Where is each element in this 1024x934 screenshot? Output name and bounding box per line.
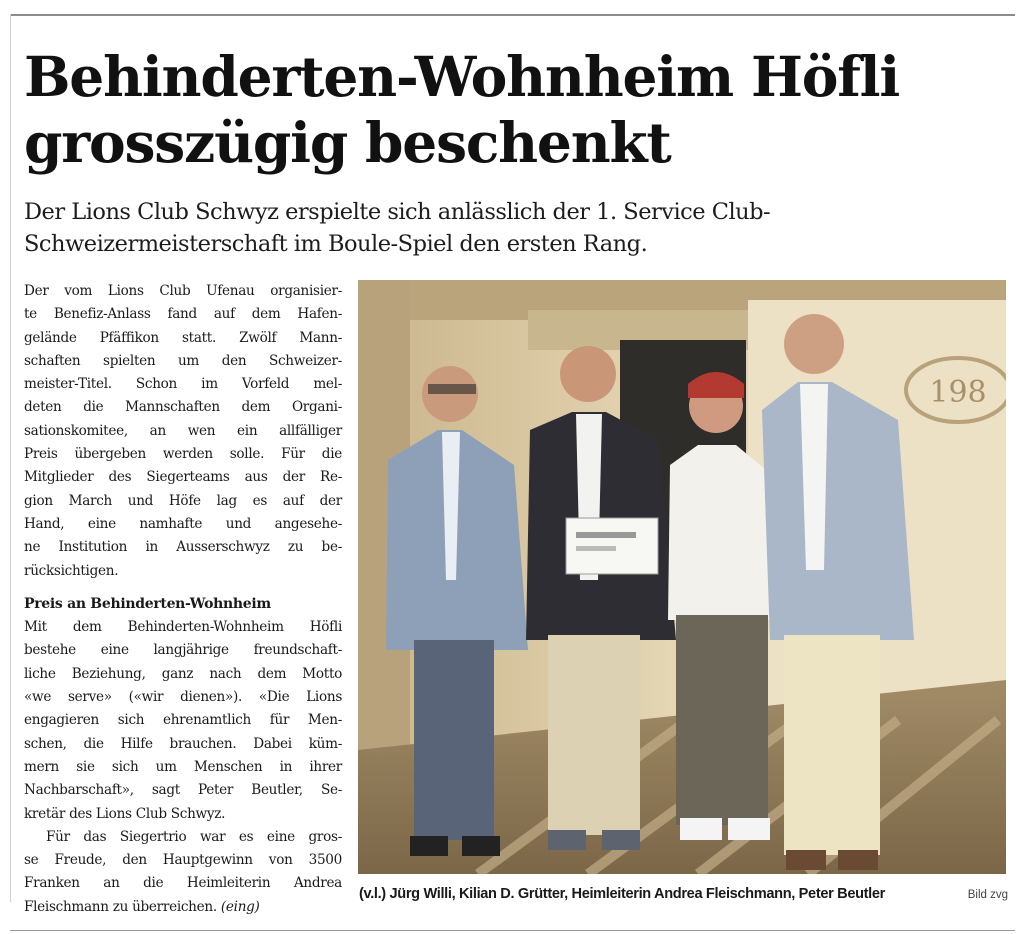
body-line: liche Beziehung, ganz nach dem Motto: [24, 665, 342, 682]
body-line: Franken an die Heimleiterin Andrea: [24, 875, 342, 892]
article-headline: [24, 44, 1014, 176]
body-line: se Freude, den Hauptgewinn von 3500: [24, 852, 342, 869]
body-line: gelände Pfäffikon statt. Zwölf Mann-: [24, 329, 342, 346]
author-tag: (eing): [220, 898, 260, 915]
body-line: ne Institution in Ausserschwyz zu be-: [24, 539, 342, 556]
bottom-rule: [10, 930, 1015, 931]
body-line: Preis übergeben werden solle. Für die: [24, 446, 342, 463]
body-line-last: [24, 896, 342, 919]
body-line: te Benefiz-Anlass fand auf dem Hafen-: [24, 306, 342, 323]
body-line: mern sie sich um Menschen in ihrer: [24, 758, 342, 775]
body-line: Nachbarschaft», sagt Peter Beutler, Se-: [24, 782, 342, 799]
body-line: kretär des Lions Club Schwyz.: [24, 805, 226, 822]
left-rule: [10, 14, 11, 902]
body-line: Der vom Lions Club Ufenau organisier-: [24, 283, 342, 299]
body-paragraph-2: [24, 616, 342, 826]
top-rule: [10, 14, 1015, 16]
body-line: gion March und Höfe lag es auf der: [24, 492, 342, 509]
body-line: Mit dem Behinderten-Wohnheim Höfli: [24, 619, 342, 636]
headline-line-2: grosszügig beschenkt: [24, 110, 671, 175]
body-line: schaften spielten um den Schweizer-: [24, 352, 342, 369]
body-line: deten die Mannschaften dem Organi-: [24, 399, 342, 416]
article-subheading: Preis an Behinderten-Wohnheim: [24, 595, 271, 612]
photo-credit: Bild zvg: [967, 889, 1008, 901]
photo-caption: (v.l.) Jürg Willi, Kilian D. Grütter, Heimleiterin Andrea Fleischmann, Peter Beutler: [359, 886, 885, 902]
article-photo: [358, 280, 1006, 874]
body-line: Mitglieder des Siegerteams aus der Re-: [24, 469, 342, 486]
svg-text:198: 198: [929, 375, 987, 410]
lead-line-1: Der Lions Club Schwyz erspielte sich anlässlich der 1. Service Club-: [24, 199, 771, 225]
body-paragraph-3: [24, 826, 342, 919]
body-line: Hand, eine namhafte und angesehe-: [24, 515, 342, 532]
body-line-last-text: Fleischmann zu überreichen.: [24, 898, 217, 915]
body-line: «we serve» («wir dienen»). «Die Lions: [24, 689, 342, 706]
body-line: meister-Titel. Schon im Vorfeld mel-: [24, 376, 342, 393]
body-line: schen, die Hilfe brauchen. Dabei küm-: [24, 735, 342, 752]
body-line: engagieren sich ehrenamtlich für Men-: [24, 712, 342, 729]
lead-line-2: Schweizermeisterschaft im Boule-Spiel den ersten Rang.: [24, 231, 648, 257]
headline-line-1: Behinderten-Wohnheim Höfli: [24, 44, 900, 109]
article-lead: [24, 196, 1014, 260]
article-body: [24, 280, 342, 919]
body-line: rücksichtigen.: [24, 562, 119, 579]
body-line: Für das Siegertrio war es eine gros-: [46, 828, 342, 845]
group-photo-icon: [358, 280, 1006, 874]
body-paragraph-1: [24, 280, 342, 583]
body-line: sationskomitee, an wen ein allfälliger: [24, 422, 342, 439]
body-line: bestehe eine langjährige freundschaft-: [24, 642, 342, 659]
